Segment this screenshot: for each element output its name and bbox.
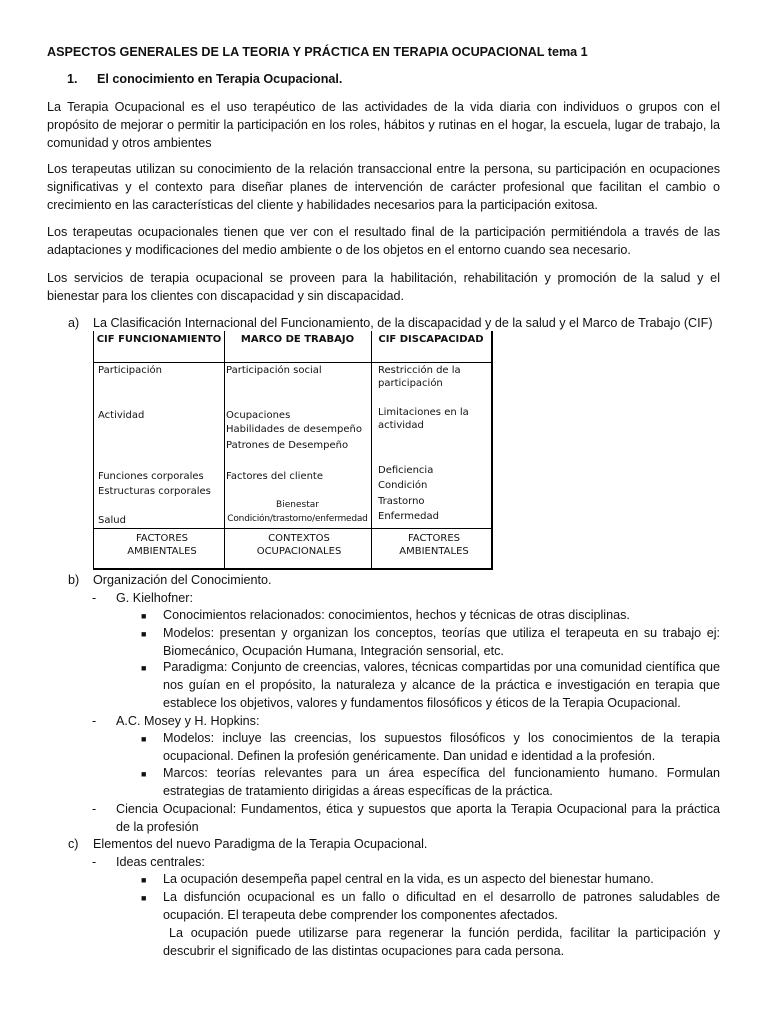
table-header: CIF FUNCIONAMIENTO <box>96 334 222 345</box>
paragraph: La Terapia Ocupacional es el uso terapéutico de las actividades de la vida diaria con individuos o grupos con el propósito de mejorar o permitir la participación en los roles, hábitos y rutinas en el hogar, la escuela, lugar de trabajo, la comunidad y otros ambientes <box>47 100 720 150</box>
author-name: G. Kielhofner: <box>116 591 194 605</box>
section-heading-text: El conocimiento en Terapia Ocupacional. <box>97 72 343 86</box>
table-cell: Habilidades de desempeño <box>226 424 362 435</box>
bullet-marker: ■ <box>141 663 147 673</box>
table-divider <box>94 362 491 363</box>
item-label: b) <box>68 573 80 587</box>
document-title: ASPECTOS GENERALES DE LA TEORIA Y PRÁCTICA EN TERAPIA OCUPACIONAL tema 1 <box>47 45 588 59</box>
bullet-marker: ■ <box>141 611 147 621</box>
table-divider <box>224 331 225 568</box>
bullet-text: La disfunción ocupacional es un fallo o dificultad en el desarrollo de patrones saludables de ocupación. El terapeuta debe comprender los componentes afectados. <box>163 890 720 922</box>
table-divider <box>94 528 491 529</box>
author-name: Ideas centrales: <box>116 855 205 869</box>
bullet-marker: ■ <box>141 875 147 885</box>
table-cell: Estructuras corporales <box>98 486 211 497</box>
table-cell: Actividad <box>98 410 145 421</box>
table-cell: Participación <box>98 365 163 376</box>
dash-marker: - <box>92 802 97 816</box>
bullet-text: Paradigma: Conjunto de creencias, valores, técnicas compartidas por una comunidad científica que nos guían en el propósito, la naturaleza y alcance de la práctica e investigación en terapia que establece los objetivos, valores y fundamentos filosóficos y éticos de la Terapia Ocupacional. <box>163 660 720 710</box>
paragraph: Los servicios de terapia ocupacional se proveen para la habilitación, rehabilitación y promoción de la salud y el bienestar para los clientes con discapacidad y sin discapacidad. <box>47 271 720 303</box>
item-text: Elementos del nuevo Paradigma de la Terapia Ocupacional. <box>93 837 428 851</box>
table-cell: Factores del cliente <box>226 471 324 482</box>
section-number: 1. <box>67 72 78 86</box>
bullet-text: Modelos: presentan y organizan los conceptos, teorías que utiliza el terapeuta en su trabajo ej: Biomecánico, Ocupación Humana, Integración sensorial, etc. <box>163 626 720 658</box>
section-heading <box>67 70 342 88</box>
item-label: c) <box>68 837 79 851</box>
dash-marker: - <box>92 714 97 728</box>
bullet-text: Modelos: incluye las creencias, los supuestos filosóficos y los conocimientos de la terapia ocupacional. Definen la profesión genéricamente. Dan unidad e identidad a la profesión. <box>163 731 720 763</box>
item-label: a) <box>68 316 80 330</box>
item-text: Ciencia Ocupacional: Fundamentos, ética y supuestos que aporta la Terapia Ocupacional para la práctica de la profesión <box>116 802 720 834</box>
dash-marker: - <box>92 591 97 605</box>
bullet-marker: ■ <box>141 629 147 639</box>
table-cell: Participación social <box>226 365 322 376</box>
cif-table <box>93 331 493 570</box>
author-name: A.C. Mosey y H. Hopkins: <box>116 714 260 728</box>
table-cell: Salud <box>98 515 126 526</box>
table-cell: Enfermedad <box>378 511 439 522</box>
paragraph: Los terapeutas ocupacionales tienen que ver con el resultado final de la participación permitiéndola a través de las adaptaciones y modificaciones del medio ambiente o de los objetos en el entorno cuando sea necesario. <box>47 225 720 257</box>
table-cell: Ocupaciones <box>226 410 291 421</box>
table-cell: Patrones de Desempeño <box>226 440 349 451</box>
bullet-marker: ■ <box>141 769 147 779</box>
dash-marker: - <box>92 855 97 869</box>
bullet-text: La ocupación desempeña papel central en la vida, es un aspecto del bienestar humano. <box>163 872 654 886</box>
table-header: MARCO DE TRABAJO <box>240 334 355 345</box>
table-footer: FACTORES AMBIENTALES <box>127 533 197 557</box>
table-cell: Deficiencia <box>378 465 434 476</box>
table-footer: FACTORES AMBIENTALES <box>399 533 469 557</box>
table-cell: Condición <box>378 480 428 491</box>
table-cell: Trastorno <box>378 496 425 507</box>
table-cell: Restricción de la participación <box>378 365 461 389</box>
paragraph: Los terapeutas utilizan su conocimiento de la relación transaccional entre la persona, su participación en ocupaciones significativas y el contexto para diseñar planes de intervención de carácter profesional que facilitan el cambio o crecimiento en las características del cliente y habilidades necesarios para la participación exitosa. <box>47 162 720 212</box>
table-cell: Condición/trastorno/enfermedad <box>227 514 368 524</box>
item-text: Organización del Conocimiento. <box>93 573 272 587</box>
bullet-marker: ■ <box>141 893 147 903</box>
table-header: CIF DISCAPACIDAD <box>378 334 484 345</box>
item-text: La Clasificación Internacional del Funcionamiento, de la discapacidad y de la salud y el Marco de Trabajo (CIF) <box>93 316 713 330</box>
bullet-text: La ocupación puede utilizarse para regenerar la función perdida, facilitar la participación y descubrir el significado de las distintas ocupaciones para cada persona. <box>163 926 720 958</box>
table-divider <box>371 331 372 568</box>
table-footer: CONTEXTOS OCUPACIONALES <box>256 533 342 557</box>
table-cell: Bienestar <box>276 500 319 510</box>
table-cell: Funciones corporales <box>98 471 204 482</box>
bullet-text: Marcos: teorías relevantes para un área específica del funcionamiento humano. Formulan estrategias de tratamiento dirigidas a áreas específicas de la práctica. <box>163 766 720 798</box>
table-cell: Limitaciones en la actividad <box>378 407 469 431</box>
bullet-marker: ■ <box>141 734 147 744</box>
bullet-text: Conocimientos relacionados: conocimientos, hechos y técnicas de otras disciplinas. <box>163 608 630 622</box>
